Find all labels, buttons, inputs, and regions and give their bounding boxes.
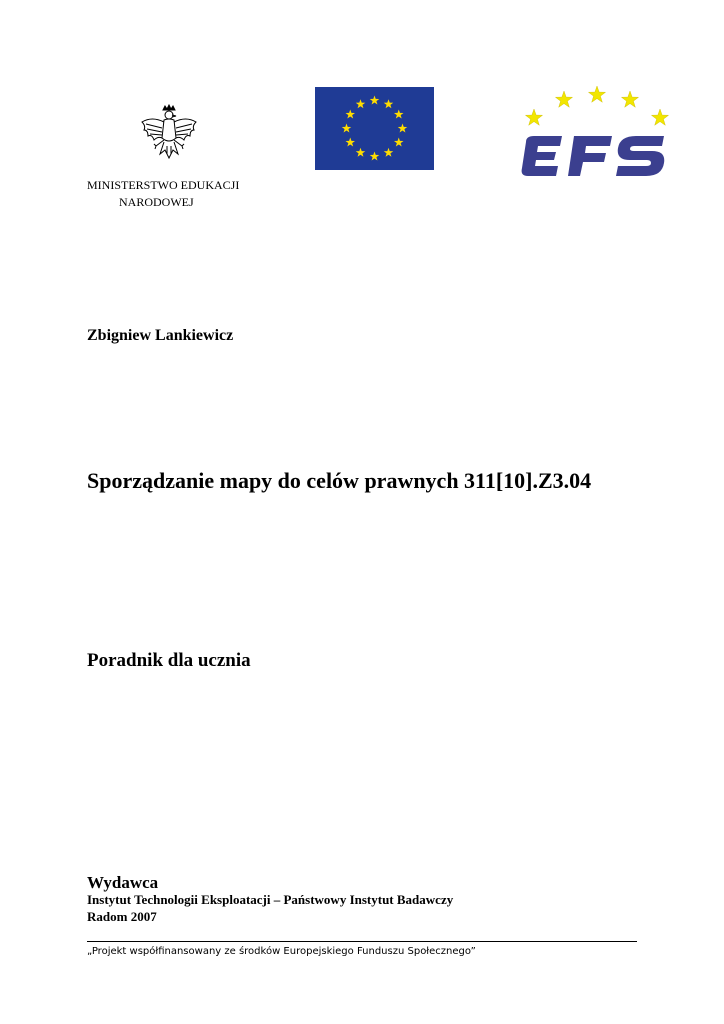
document-title: Sporządzanie mapy do celów prawnych 311[10].Z3.04 bbox=[87, 468, 592, 493]
footer-divider bbox=[87, 941, 637, 942]
efs-star-icon bbox=[651, 109, 668, 125]
polish-eagle-emblem bbox=[138, 104, 200, 168]
efs-logo bbox=[516, 84, 676, 192]
eu-flag bbox=[315, 87, 434, 170]
ministry-name-line-2: NARODOWEJ bbox=[119, 195, 194, 209]
efs-star-icon bbox=[588, 86, 605, 102]
footer-note: „Projekt współfinansowany ze środków Europejskiego Funduszu Społecznego” bbox=[87, 946, 476, 957]
efs-star-icon bbox=[621, 91, 638, 107]
ministry-name-line-1: MINISTERSTWO EDUKACJI bbox=[87, 178, 240, 192]
efs-star-icon bbox=[555, 91, 572, 107]
publisher-name: Instytut Technologii Eksploatacji – Państwowy Instytut Badawczy bbox=[87, 892, 454, 907]
publisher-heading: Wydawca bbox=[87, 873, 159, 892]
efs-star-icon bbox=[525, 109, 542, 125]
author-name: Zbigniew Lankiewicz bbox=[87, 327, 234, 344]
publisher-place-year: Radom 2007 bbox=[87, 909, 157, 924]
document-subtitle: Poradnik dla ucznia bbox=[87, 650, 251, 671]
